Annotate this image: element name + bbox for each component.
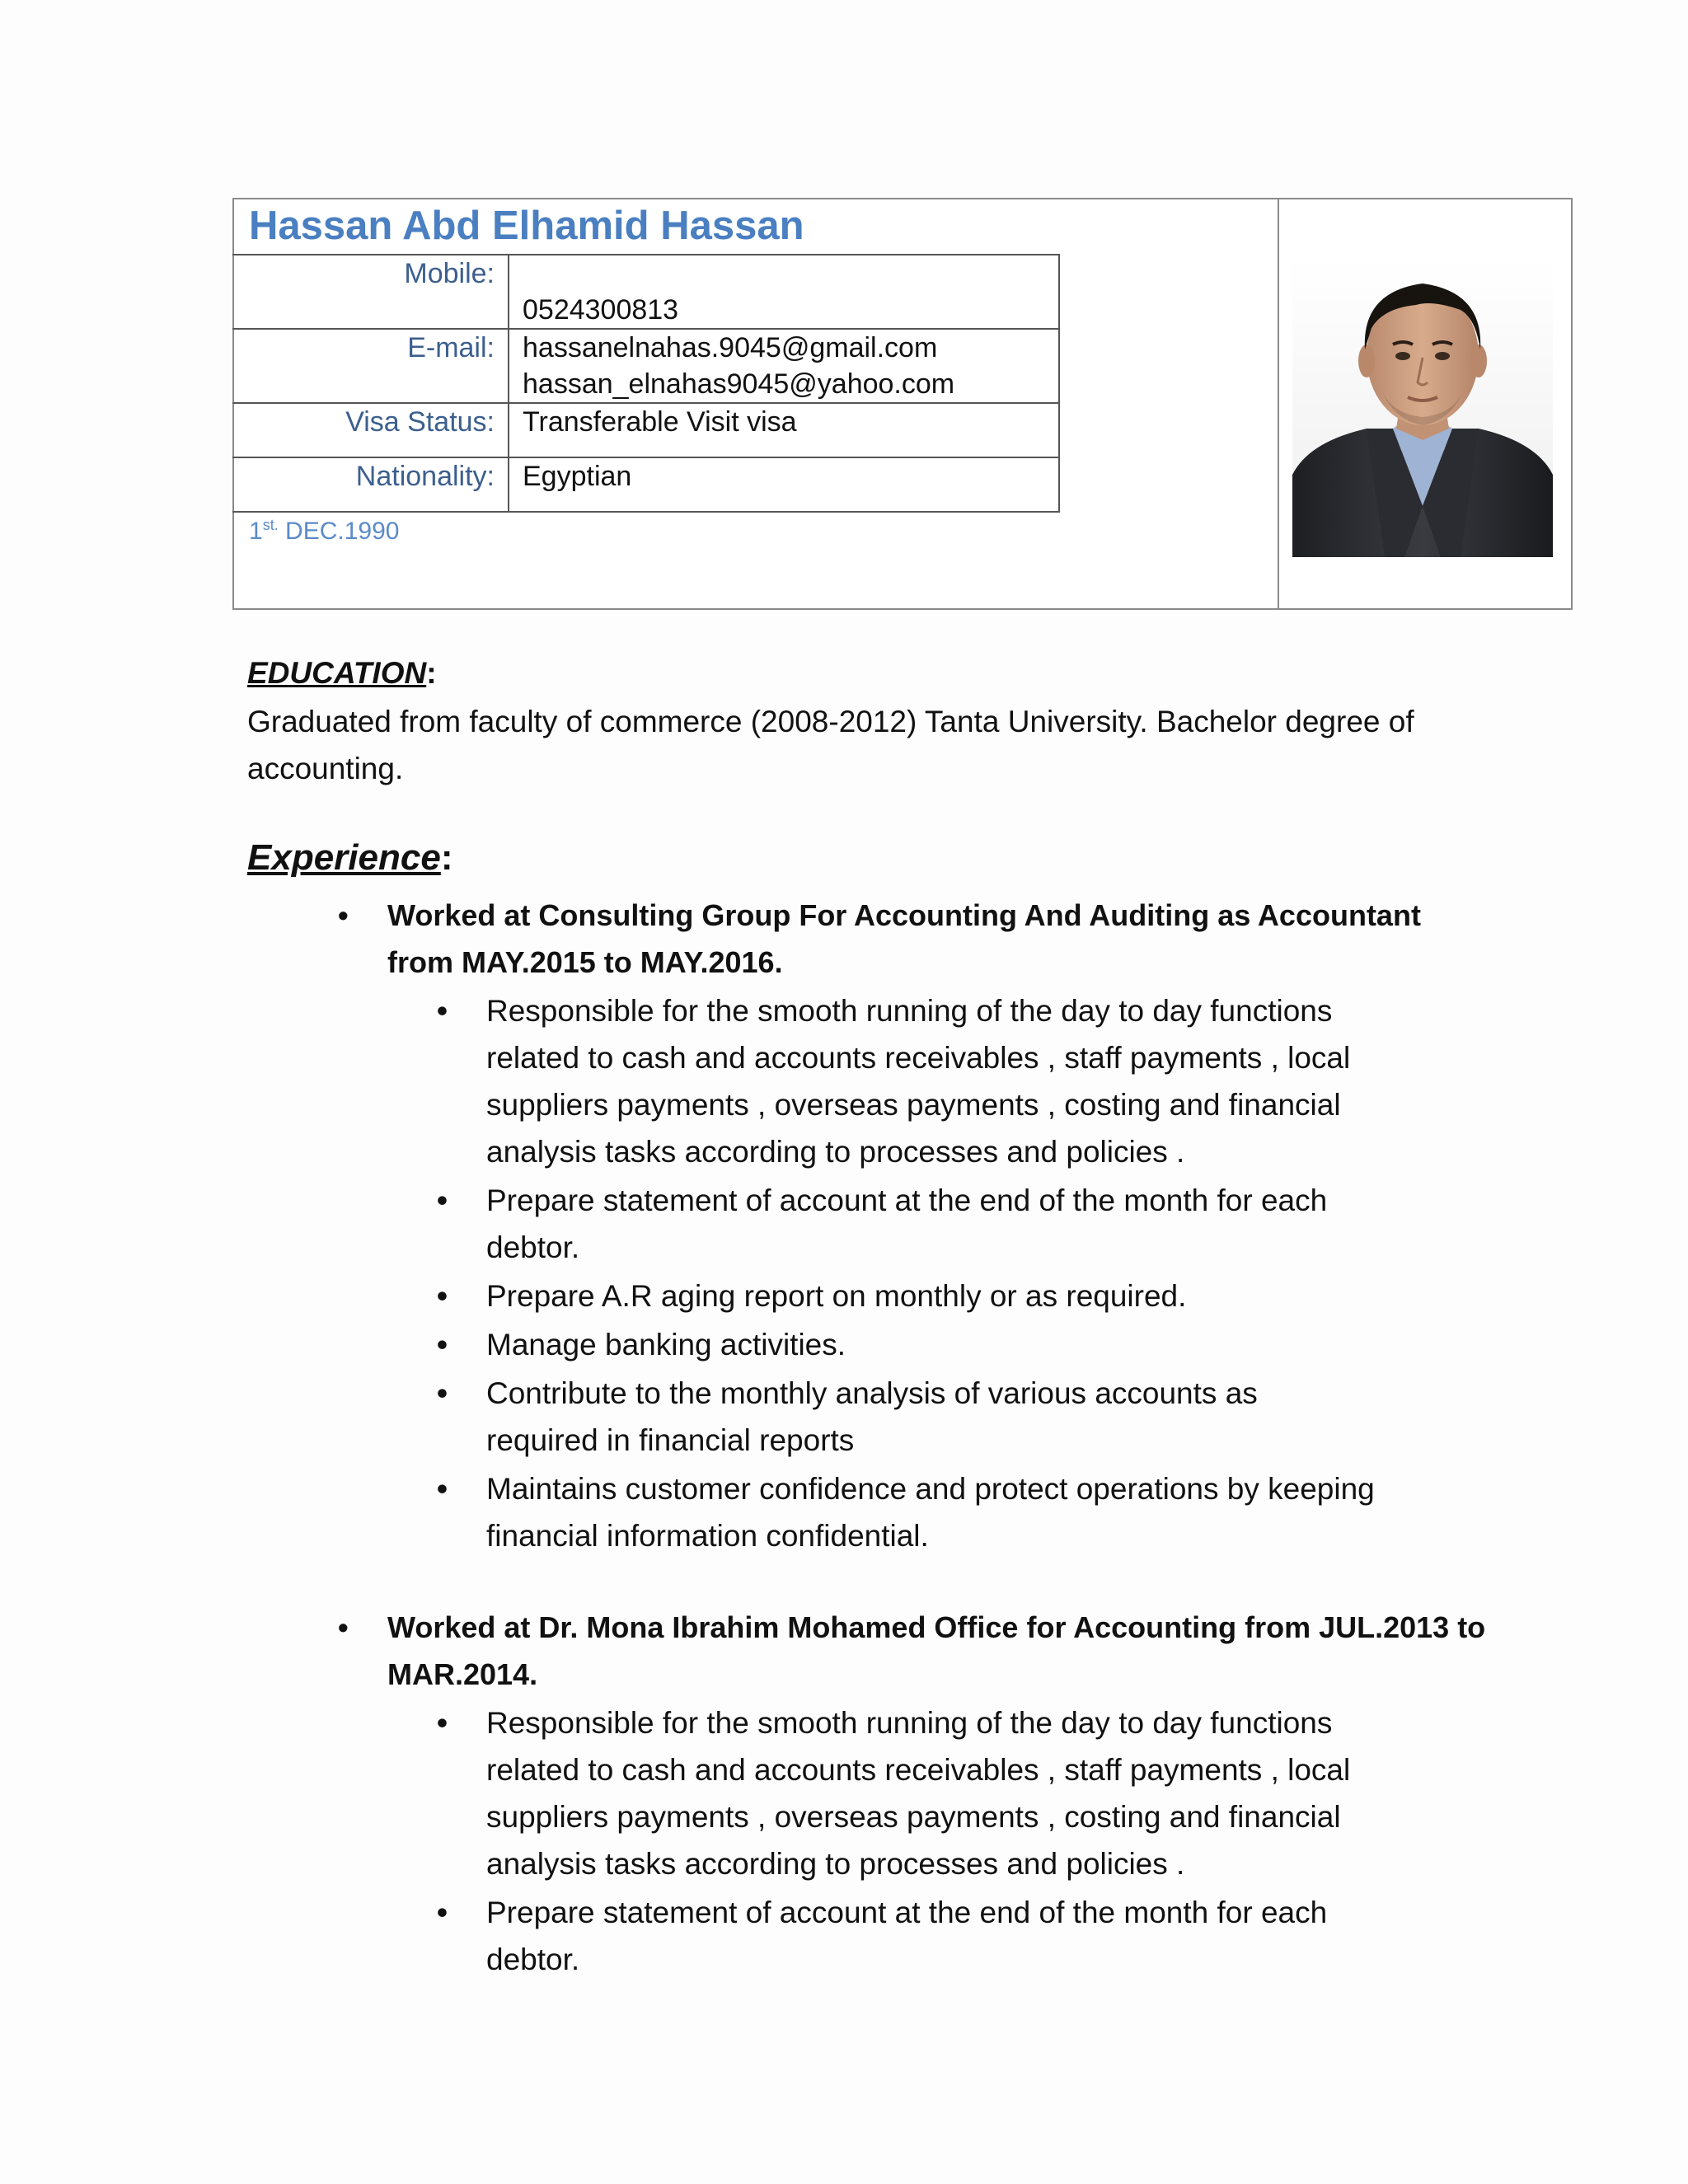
date-of-birth bbox=[249, 518, 399, 546]
photo-divider bbox=[1278, 199, 1279, 608]
job-entry bbox=[338, 892, 1492, 1559]
mobile-label: Mobile: bbox=[233, 255, 509, 329]
visa-row bbox=[233, 403, 1059, 457]
nationality-row bbox=[233, 457, 1059, 512]
duty-list bbox=[437, 1699, 1376, 1983]
bullet-icon: • bbox=[437, 994, 448, 1028]
visa-label: Visa Status: bbox=[233, 403, 509, 457]
duty-list bbox=[437, 987, 1376, 1559]
job-heading bbox=[338, 892, 1492, 986]
duty-text: Manage banking activities. bbox=[486, 1328, 846, 1361]
dob-month-year: DEC.1990 bbox=[278, 518, 400, 545]
experience-title: Experience bbox=[247, 837, 441, 878]
job-entry bbox=[338, 1604, 1492, 1983]
email-value bbox=[509, 329, 1059, 403]
education-heading bbox=[247, 656, 437, 691]
email-primary: hassanelnahas.9045@gmail.com bbox=[523, 332, 938, 363]
job-heading-text: Worked at Dr. Mona Ibrahim Mohamed Office for Accounting from JUL.2013 to MAR.2014. bbox=[387, 1610, 1486, 1691]
bullet-icon: • bbox=[338, 898, 349, 932]
email-secondary: hassan_elnahas9045@yahoo.com bbox=[523, 368, 955, 400]
duty-item bbox=[437, 1370, 1376, 1464]
mobile-row bbox=[233, 255, 1059, 329]
duty-text: Responsible for the smooth running of the day to day functions related to cash and accounts receivables , staff payments , local suppliers payments , overseas payments , costing and financial analysis tasks according to processes and policies . bbox=[486, 994, 1351, 1169]
duty-text: Prepare statement of account at the end of the month for each debtor. bbox=[486, 1896, 1328, 1976]
personal-info-box bbox=[232, 198, 1573, 610]
visa-value: Transferable Visit visa bbox=[509, 403, 1059, 457]
mobile-number: 0524300813 bbox=[523, 294, 679, 326]
profile-photo bbox=[1292, 259, 1553, 557]
job-heading bbox=[338, 1604, 1492, 1698]
bullet-icon: • bbox=[437, 1472, 448, 1506]
duty-item bbox=[437, 1699, 1376, 1887]
duty-item bbox=[437, 1889, 1376, 1983]
contact-table bbox=[232, 254, 1060, 513]
duty-item bbox=[437, 987, 1376, 1175]
experience-heading bbox=[247, 837, 452, 879]
duty-item bbox=[437, 1465, 1376, 1559]
dob-day: 1 bbox=[249, 518, 263, 545]
duty-item bbox=[437, 1272, 1376, 1319]
duty-text: Contribute to the monthly analysis of various accounts as required in financial reports bbox=[486, 1376, 1258, 1457]
bullet-icon: • bbox=[437, 1183, 448, 1217]
bullet-icon: • bbox=[437, 1279, 448, 1313]
bullet-icon: • bbox=[338, 1610, 349, 1644]
nationality-label: Nationality: bbox=[233, 457, 509, 512]
bullet-icon: • bbox=[437, 1706, 448, 1740]
education-title: EDUCATION bbox=[247, 656, 427, 690]
duty-item bbox=[437, 1321, 1376, 1368]
duty-text: Responsible for the smooth running of the day to day functions related to cash and accounts receivables , staff payments , local suppliers payments , overseas payments , costing and financial analysis tasks according to processes and policies . bbox=[486, 1706, 1351, 1881]
email-label: E-mail: bbox=[233, 329, 509, 403]
education-colon: : bbox=[426, 656, 437, 690]
duty-text: Maintains customer confidence and protect operations by keeping financial information confidential. bbox=[486, 1472, 1375, 1553]
nationality-value: Egyptian bbox=[509, 457, 1059, 512]
duty-item bbox=[437, 1177, 1376, 1271]
candidate-name: Hassan Abd Elhamid Hassan bbox=[249, 204, 804, 248]
bullet-icon: • bbox=[437, 1376, 448, 1410]
duty-text: Prepare statement of account at the end of the month for each debtor. bbox=[486, 1183, 1328, 1264]
job-heading-text: Worked at Consulting Group For Accounting And Auditing as Accountant from MAY.2015 to MAY.2016. bbox=[387, 898, 1421, 979]
mobile-value bbox=[509, 255, 1059, 329]
bullet-icon: • bbox=[437, 1896, 448, 1929]
bullet-icon: • bbox=[437, 1328, 448, 1361]
experience-colon: : bbox=[440, 837, 453, 878]
education-text: Graduated from faculty of commerce (2008-2012) Tanta University. Bachelor degree of accounting. bbox=[247, 705, 1414, 785]
email-row bbox=[233, 329, 1059, 403]
dob-suffix: st. bbox=[262, 517, 279, 533]
duty-text: Prepare A.R aging report on monthly or as required. bbox=[486, 1279, 1187, 1313]
